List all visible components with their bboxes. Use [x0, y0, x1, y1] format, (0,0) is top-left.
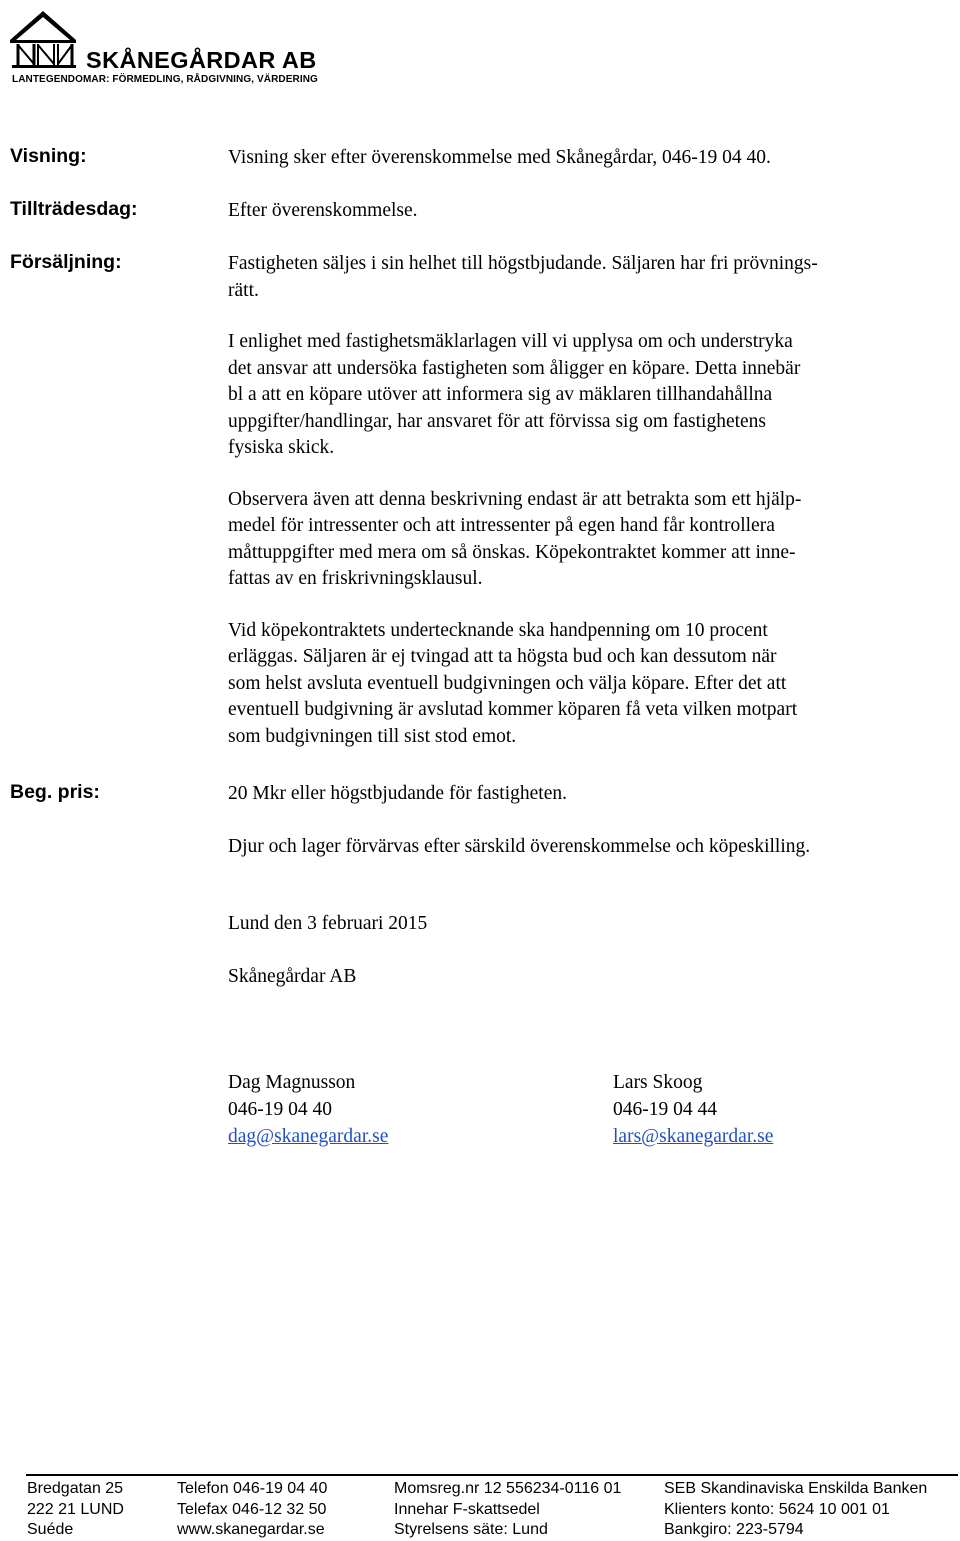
forsaljning-paragraph-3: Observera även att denna beskrivning endast är att betrakta som ett hjälp- medel för intressenter och att intressenter på egen hand får kontrollera måttuppgifter med mera om så önskas. Köpekontraktet kommer att inne- fattas av en friskrivningsklausul.: [228, 488, 802, 589]
contact-email-link[interactable]: dag@skanegardar.se: [228, 1126, 389, 1147]
contact-dag: [228, 1069, 388, 1150]
farmhouse-logo-icon: [8, 8, 88, 68]
footer-line: Telefax 046-12 32 50: [177, 1500, 327, 1518]
footer-line: Bankgiro: 223-5794: [664, 1521, 804, 1538]
footer-line: Innehar F-skattsedel: [394, 1500, 540, 1518]
contact-email-link[interactable]: lars@skanegardar.se: [613, 1126, 774, 1147]
forsaljning-label: Försäljning:: [10, 251, 122, 273]
footer-address: [27, 1479, 124, 1541]
contact-lars: [613, 1069, 773, 1150]
signature-place-date: Lund den 3 februari 2015: [228, 913, 428, 934]
footer-line: Styrelsens säte: Lund: [394, 1521, 548, 1538]
company-logo: [8, 8, 353, 88]
contact-name: Dag Magnusson: [228, 1072, 356, 1093]
footer-divider: [26, 1474, 958, 1476]
beg-pris-label: Beg. pris:: [10, 781, 100, 803]
footer-bank: [664, 1479, 927, 1541]
footer-line: www.skanegardar.se: [177, 1521, 325, 1538]
djur-lager-paragraph: Djur och lager förvärvas efter särskild överenskommelse och köpeskilling.: [228, 835, 811, 857]
visning-text: [228, 145, 933, 172]
contact-phone: 046-19 04 44: [613, 1099, 717, 1120]
company-name: SKÅNEGÅRDAR AB: [86, 47, 317, 73]
footer-line: Telefon 046-19 04 40: [177, 1480, 328, 1497]
beg-pris-text: [228, 781, 933, 860]
tilltradesdag-text: [228, 198, 933, 225]
signature-company: Skånegårdar AB: [228, 966, 357, 987]
forsaljning-paragraph-1: Fastigheten säljes i sin helhet till högstbjudande. Säljaren har fri prövnings- rätt.: [228, 253, 818, 301]
footer-line: Suéde: [27, 1521, 74, 1538]
beg-pris-paragraph: 20 Mkr eller högstbjudande för fastigheten.: [228, 783, 567, 804]
tilltradesdag-label: Tillträdesdag:: [10, 198, 138, 220]
footer-registration: [394, 1479, 621, 1541]
forsaljning-text: [228, 251, 933, 750]
contact-name: Lars Skoog: [613, 1072, 703, 1093]
footer-phone: [177, 1479, 327, 1541]
footer-line: Momsreg.nr 12 556234-0116 01: [394, 1480, 622, 1497]
forsaljning-paragraph-2: I enlighet med fastighetsmäklarlagen vill vi upplysa om och understryka det ansvar att undersöka fastigheten som åligger en köpare. Detta innebär bl a att en köpare utöver att informera sig av mäklaren tillhandahållna uppgifter/handlingar, har ansvaret för att förvissa sig om fastighetens fysiska skick.: [228, 331, 801, 458]
visning-label: Visning:: [10, 145, 87, 167]
company-tagline: LANTEGENDOMAR: FÖRMEDLING, RÅDGIVNING, VÄRDERING: [12, 74, 318, 85]
footer-line: Bredgatan 25: [27, 1480, 124, 1497]
footer-line: Klienters konto: 5624 10 001 01: [664, 1500, 890, 1518]
contact-phone: 046-19 04 40: [228, 1099, 332, 1120]
footer-line: 222 21 LUND: [27, 1500, 124, 1518]
visning-paragraph: Visning sker efter överenskommelse med Skånegårdar, 046-19 04 40.: [228, 147, 771, 168]
footer-line: SEB Skandinaviska Enskilda Banken: [664, 1480, 928, 1497]
tilltradesdag-paragraph: Efter överenskommelse.: [228, 200, 418, 221]
forsaljning-paragraph-4: Vid köpekontraktets undertecknande ska handpenning om 10 procent erläggas. Säljaren är ej tvingad att ta högsta bud och kan dessutom när som helst avsluta eventuell budgivningen och välja köpare. Efter det att eventuell budgivning är avslutad kommer köparen få veta vilken motpart som budgivningen till sist stod emot.: [228, 619, 798, 747]
